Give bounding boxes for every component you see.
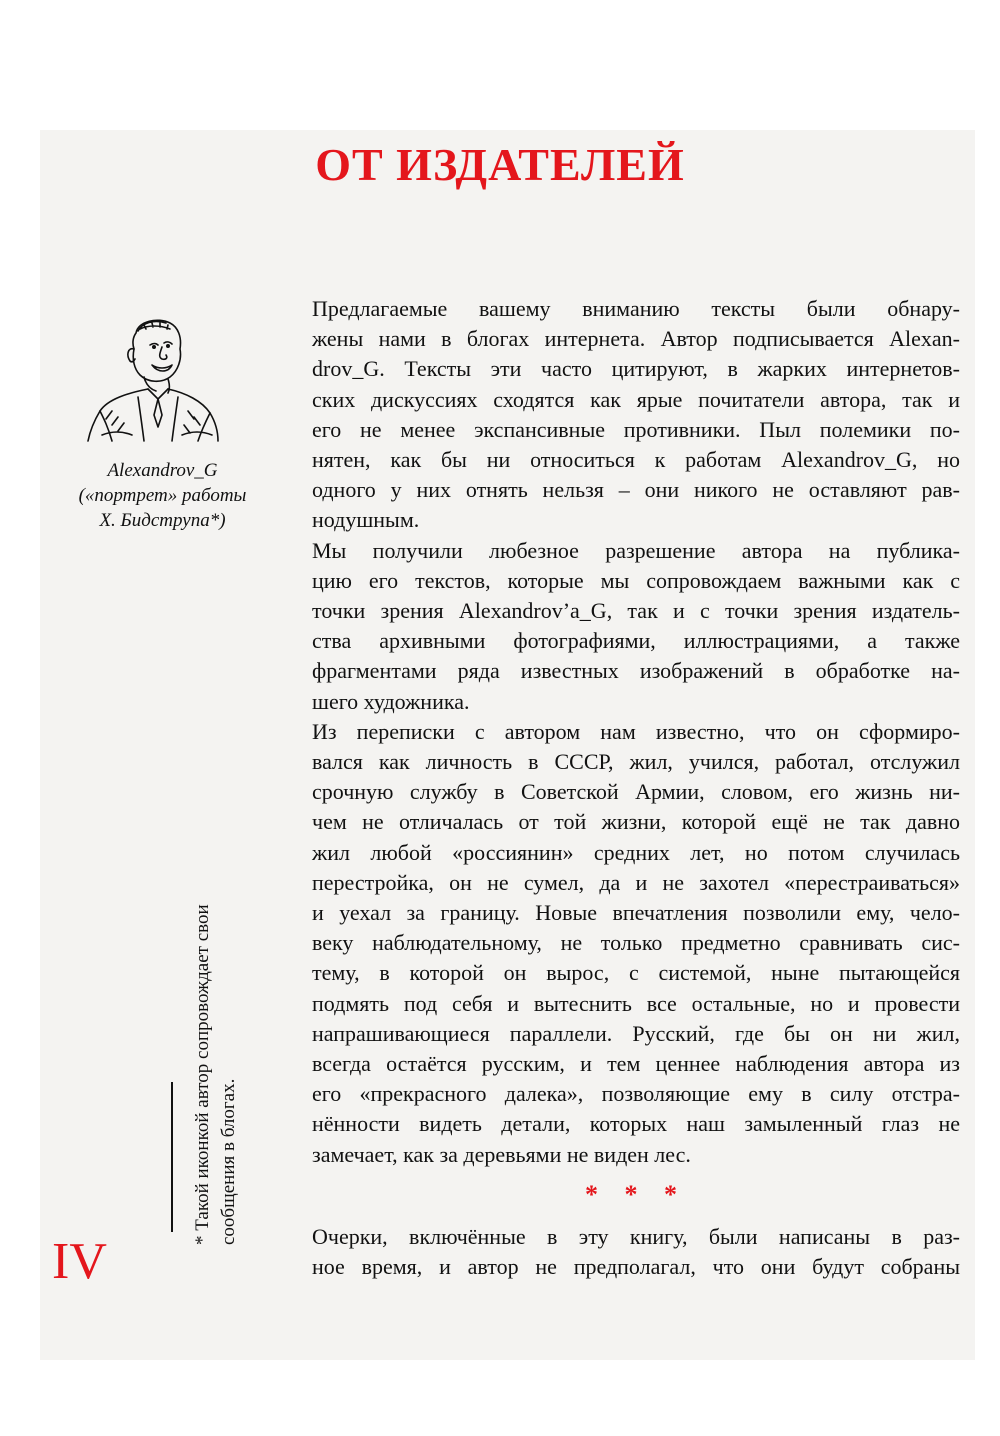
text-line: Очерки, включённые в эту книгу, были написаны в раз-: [312, 1224, 960, 1249]
page-number: IV: [52, 1233, 107, 1290]
text-line: Предлагаемые вашему вниманию тексты были обнару-: [312, 296, 960, 321]
text-line: тему, в которой он вырос, с системой, ныне пытающейся: [312, 960, 960, 986]
text-line: жены нами в блогах интернета. Автор подписывается Alexan-: [312, 326, 960, 352]
text-line: цию его текстов, которые мы сопровождаем важными как с: [312, 567, 960, 593]
text-line: напрашивающиеся параллели. Русский, где бы он ни жил,: [312, 1020, 960, 1046]
paragraph: [312, 294, 960, 536]
footnote-line: сообщения в блогах.: [218, 1078, 239, 1245]
paragraph: [312, 717, 960, 1170]
text-line: всегда остаётся русским, и тем ценнее наблюдения автора из: [312, 1051, 960, 1077]
main-text-continued: [312, 1222, 960, 1282]
text-line: шего художника.: [312, 688, 470, 714]
section-separator: * * *: [585, 1180, 687, 1209]
footnote: [190, 805, 242, 1245]
text-line: замечает, как за деревьями не виден лес.: [312, 1141, 691, 1167]
text-line: нённости видеть детали, которых наш замыленный глаз не: [312, 1111, 960, 1137]
text-line: одного у них отнять нельзя – они никого не оставляют рав-: [312, 477, 960, 503]
text-line: вался как личность в СССР, жил, учился, работал, отслужил: [312, 749, 960, 775]
text-line: перестройка, он не сумел, да и не захотел «перестраиваться»: [312, 869, 960, 895]
page-title: ОТ ИЗДАТЕЛЕЙ: [315, 139, 685, 190]
text-line: жил любой «россиянин» средних лет, но потом случилась: [312, 839, 960, 865]
text-line: подмять под себя и вытеснить все остальные, но и провести: [312, 990, 960, 1016]
portrait-caption: [60, 458, 265, 533]
text-line: drov_G. Тексты эти часто цитируют, в жарких интернетов-: [312, 356, 960, 382]
caricature-portrait-icon: [78, 315, 228, 445]
text-line: ства архивными фотографиями, иллюстрациями, а также: [312, 628, 960, 654]
text-line: точки зрения Alexandrov’a_G, так и с точки зрения издатель-: [312, 598, 960, 624]
text-line: его «прекрасного далека», позволяющие ему в силу отстра-: [312, 1081, 960, 1107]
text-line: нятен, как бы ни относиться к работам Alexandrov_G, но: [312, 447, 960, 473]
text-line: нодушным.: [312, 507, 420, 533]
footnote-line: * Такой иконкой автор сопровождает свои: [192, 904, 213, 1245]
text-line: Мы получили любезное разрешение автора на публика-: [312, 537, 960, 563]
text-line: и уехал за границу. Новые впечатления позволили ему, чело-: [312, 900, 960, 926]
text-line: его не менее экспансивные противники. Пыл полемики по-: [312, 416, 960, 442]
footnote-rule: [171, 1082, 173, 1232]
text-line: веку наблюдательному, не только предметно сравнивать сис-: [312, 930, 960, 956]
text-line: ное время, и автор не предполагал, что они будут собраны: [312, 1254, 960, 1280]
main-text: [312, 294, 960, 1170]
text-line: Из переписки с автором нам известно, что он сформиро-: [312, 718, 960, 744]
text-line: ских дискуссиях сходятся как ярые почитатели автора, так и: [312, 386, 960, 412]
caption-line: Х. Бидструпа*): [99, 510, 226, 531]
text-line: срочную службу в Советской Армии, словом, его жизнь ни-: [312, 779, 960, 805]
caption-line: Alexandrov_G: [107, 460, 218, 481]
text-line: чем не отличалась от той жизни, которой ещё не так давно: [312, 809, 960, 835]
text-line: фрагментами ряда известных изображений в обработке на-: [312, 658, 960, 684]
caption-line: («портрет» работы: [78, 485, 247, 506]
paragraph: [312, 536, 960, 717]
